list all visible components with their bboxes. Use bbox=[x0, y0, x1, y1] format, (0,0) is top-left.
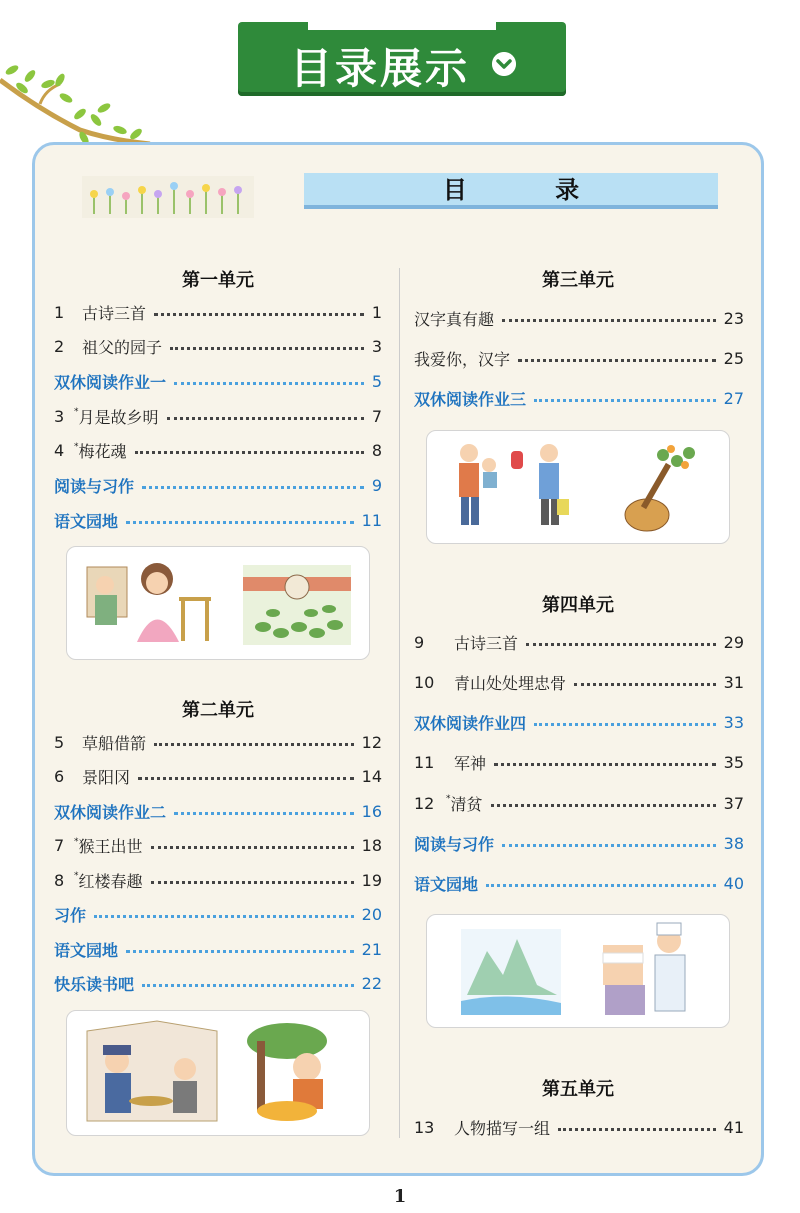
toc-entry-title: 清贫 bbox=[450, 794, 483, 814]
toc-entry-page: 31 bbox=[723, 672, 744, 692]
branch-decoration bbox=[0, 40, 160, 150]
dot-leader bbox=[502, 319, 716, 322]
toc-entry-page: 5 bbox=[371, 371, 382, 391]
toc-entry-title: 景阳冈 bbox=[82, 768, 131, 787]
toc-entry-page: 14 bbox=[361, 767, 382, 786]
toc-entry-title: 阅读与习作 bbox=[54, 477, 135, 496]
toc-entry[interactable] bbox=[414, 307, 744, 329]
toc-entry-page: 22 bbox=[361, 974, 382, 993]
dot-leader bbox=[486, 884, 716, 887]
toc-entry-page: 21 bbox=[361, 939, 382, 959]
toc-title: 目 录 bbox=[442, 176, 620, 204]
illustration-card bbox=[426, 914, 730, 1028]
toc-entry[interactable] bbox=[414, 631, 744, 653]
toc-entry-page: 20 bbox=[361, 905, 382, 924]
toc-entry[interactable] bbox=[54, 301, 382, 323]
toc-entry[interactable] bbox=[414, 833, 744, 855]
toc-entry[interactable] bbox=[54, 509, 382, 531]
toc-entry-page: 33 bbox=[723, 713, 744, 733]
toc-entry-title: 红楼春趣 bbox=[78, 871, 143, 891]
toc-entry[interactable] bbox=[54, 336, 382, 358]
toc-entry[interactable] bbox=[54, 938, 382, 960]
toc-entry-page: 16 bbox=[361, 801, 382, 821]
toc-entry-title: 习作 bbox=[54, 906, 87, 925]
dot-leader bbox=[138, 777, 354, 780]
dot-leader bbox=[151, 846, 354, 849]
toc-entry[interactable] bbox=[414, 712, 744, 734]
toc-entry-title: 古诗三首 bbox=[454, 633, 519, 653]
optional-lesson-mark: * bbox=[74, 836, 79, 847]
chevron-down-icon bbox=[492, 52, 516, 76]
toc-entry[interactable] bbox=[414, 671, 744, 693]
toc-entry-page: 35 bbox=[723, 753, 744, 773]
dot-leader bbox=[534, 399, 716, 402]
toc-entry-title: 我爱你，汉字 bbox=[414, 349, 511, 369]
optional-lesson-mark: * bbox=[446, 794, 451, 805]
toc-entry-page: 19 bbox=[361, 870, 382, 890]
optional-lesson-mark: * bbox=[74, 407, 79, 418]
toc-entry[interactable] bbox=[54, 731, 382, 753]
dot-leader bbox=[558, 1128, 716, 1131]
toc-entry-title: 人物描写一组 bbox=[454, 1118, 551, 1138]
illustration-girl-and-garden bbox=[67, 547, 369, 659]
toc-entry-title: 阅读与习作 bbox=[414, 835, 495, 854]
dot-leader bbox=[170, 347, 364, 350]
illustration-family-and-pipa bbox=[427, 431, 729, 543]
dot-leader bbox=[154, 743, 354, 746]
toc-entry[interactable] bbox=[414, 347, 744, 369]
toc-entry[interactable] bbox=[54, 475, 382, 497]
dot-leader bbox=[154, 313, 364, 316]
toc-entry-number: 5 bbox=[54, 732, 65, 752]
toc-entry[interactable] bbox=[54, 800, 382, 822]
toc-entry-title: 军神 bbox=[454, 754, 487, 774]
dot-leader bbox=[167, 417, 364, 420]
unit-heading: 第一单元 bbox=[182, 270, 254, 291]
toc-entry-page: 25 bbox=[723, 348, 744, 368]
unit-heading: 第四单元 bbox=[542, 595, 614, 616]
toc-entry-number: 4 bbox=[54, 441, 65, 461]
toc-entry-page: 11 bbox=[361, 510, 382, 530]
toc-entry-number: 7 bbox=[54, 836, 65, 855]
toc-entry-number: 8 bbox=[54, 870, 65, 890]
toc-entry-number: 3 bbox=[54, 406, 65, 426]
toc-header bbox=[304, 173, 718, 209]
toc-entry[interactable] bbox=[54, 766, 382, 788]
toc-entry-page: 27 bbox=[723, 388, 744, 408]
toc-entry-number: 11 bbox=[414, 753, 435, 773]
dot-leader bbox=[518, 359, 716, 362]
illustration-landscape-and-doctor bbox=[427, 915, 729, 1027]
illustration-boat-and-tiger bbox=[67, 1011, 369, 1135]
toc-entry-title: 双休阅读作业四 bbox=[414, 714, 527, 734]
flowers-decoration bbox=[82, 176, 254, 218]
illustration-card bbox=[66, 546, 370, 660]
toc-entry[interactable] bbox=[54, 370, 382, 392]
toc-entry-page: 3 bbox=[371, 337, 382, 357]
dot-leader bbox=[174, 812, 354, 815]
dot-leader bbox=[534, 723, 716, 726]
toc-entry-title: 快乐读书吧 bbox=[54, 975, 135, 994]
toc-entry[interactable] bbox=[54, 869, 382, 891]
dot-leader bbox=[502, 844, 716, 847]
toc-entry-page: 38 bbox=[723, 834, 744, 853]
dot-leader bbox=[174, 382, 364, 385]
toc-entry-page: 23 bbox=[723, 308, 744, 328]
toc-entry-page: 7 bbox=[371, 406, 382, 426]
toc-entry-page: 37 bbox=[723, 793, 744, 813]
optional-lesson-mark: * bbox=[74, 871, 79, 881]
dot-leader bbox=[135, 451, 364, 454]
toc-entry-title: 古诗三首 bbox=[82, 303, 147, 323]
toc-entry-page: 9 bbox=[371, 476, 382, 495]
toc-entry-page: 41 bbox=[723, 1117, 744, 1137]
toc-entry-page: 18 bbox=[361, 836, 382, 855]
toc-entry[interactable] bbox=[54, 973, 382, 995]
toc-entry-title: 祖父的园子 bbox=[82, 338, 163, 358]
toc-entry[interactable] bbox=[54, 835, 382, 857]
unit-heading: 第五单元 bbox=[542, 1079, 614, 1100]
dot-leader bbox=[151, 881, 354, 884]
toc-entry-title: 青山处处埋忠骨 bbox=[454, 673, 567, 693]
unit-heading: 第三单元 bbox=[542, 270, 614, 291]
column-divider bbox=[399, 268, 400, 1138]
dot-leader bbox=[494, 763, 716, 766]
toc-entry-page: 8 bbox=[371, 441, 382, 461]
dot-leader bbox=[526, 643, 716, 646]
toc-entry-page: 12 bbox=[361, 732, 382, 752]
toc-entry[interactable] bbox=[54, 405, 382, 427]
toc-entry-page: 40 bbox=[723, 874, 744, 894]
optional-lesson-mark: * bbox=[74, 441, 79, 452]
toc-entry-title: 双休阅读作业三 bbox=[414, 389, 527, 409]
toc-entry[interactable] bbox=[54, 440, 382, 462]
toc-entry-number: 10 bbox=[414, 672, 435, 692]
banner bbox=[238, 30, 566, 96]
toc-entry[interactable] bbox=[414, 387, 744, 409]
toc-entry-title: 猴王出世 bbox=[78, 837, 143, 856]
toc-entry-title: 月是故乡明 bbox=[78, 407, 159, 427]
banner-title: 目录展示 bbox=[290, 44, 471, 93]
toc-entry-number: 6 bbox=[54, 767, 65, 786]
dot-leader bbox=[94, 915, 354, 918]
toc-entry[interactable] bbox=[414, 873, 744, 895]
toc-entry-title: 汉字真有趣 bbox=[414, 309, 495, 329]
toc-entry-number: 13 bbox=[414, 1117, 435, 1137]
dot-leader bbox=[126, 521, 354, 524]
dot-leader bbox=[142, 984, 354, 987]
toc-entry-title: 语文园地 bbox=[414, 875, 479, 895]
toc-entry-title: 语文园地 bbox=[54, 511, 119, 531]
unit-heading: 第二单元 bbox=[182, 700, 254, 721]
dot-leader bbox=[126, 950, 354, 953]
illustration-card bbox=[426, 430, 730, 544]
toc-entry[interactable] bbox=[414, 1116, 744, 1138]
toc-entry-number: 1 bbox=[54, 302, 65, 322]
toc-entry-title: 草船借箭 bbox=[82, 733, 147, 753]
toc-entry-title: 双休阅读作业二 bbox=[54, 802, 167, 822]
page-number: 1 bbox=[393, 1186, 407, 1207]
toc-entry-page: 1 bbox=[371, 302, 382, 322]
toc-entry-title: 梅花魂 bbox=[78, 442, 127, 462]
toc-entry[interactable] bbox=[414, 792, 744, 814]
dot-leader bbox=[142, 486, 364, 489]
toc-entry-title: 双休阅读作业一 bbox=[54, 372, 167, 392]
toc-entry-number: 9 bbox=[414, 632, 425, 652]
dot-leader bbox=[574, 683, 716, 686]
toc-entry-number: 12 bbox=[414, 793, 435, 813]
toc-entry-page: 29 bbox=[723, 632, 744, 652]
toc-entry[interactable] bbox=[414, 752, 744, 774]
toc-entry[interactable] bbox=[54, 904, 382, 926]
toc-entry-title: 语文园地 bbox=[54, 940, 119, 960]
illustration-card bbox=[66, 1010, 370, 1136]
dot-leader bbox=[491, 804, 716, 807]
toc-entry-number: 2 bbox=[54, 337, 65, 357]
